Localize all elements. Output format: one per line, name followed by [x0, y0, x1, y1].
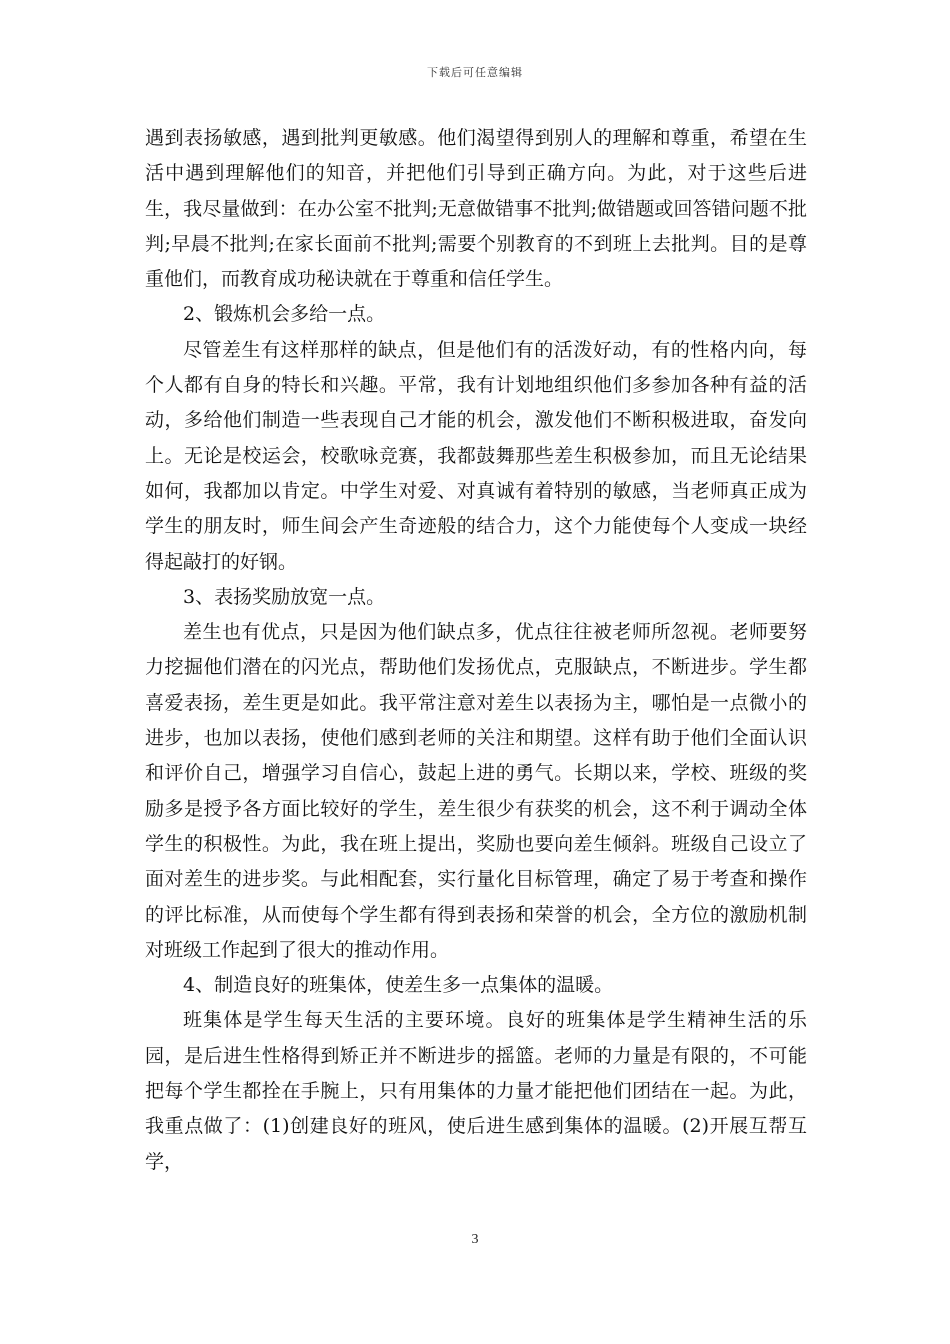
section-heading: 4、制造良好的班集体，使差生多一点集体的温暖。 — [183, 974, 614, 997]
paragraph: 差生也有优点，只是因为他们缺点多，优点往往被老师所忽视。老师要努力挖掘他们潜在的闪光点，帮助他们发扬优点，克服缺点，不断进步。学生都喜爱表扬，差生更是如此。我平常注意对差生以表扬为主，哪怕是一点微小的进步，也加以表扬，使他们感到老师的关注和期望。这样有助于他们全面认识和评价自己，增强学习自信心，鼓起上进的勇气。长期以来，学校、班级的奖励多是授予各方面比较好的学生，差生很少有获奖的机会，这不利于调动全体学生的积极性。为此，我在班上提出，奖励也要向差生倾斜。班级自己设立了面对差生的进步奖。与此相配套，实行量化目标管理，确定了易于考查和操作的评比标准，从而使每个学生都有得到表扬和荣誉的机会，全方位的激励机制对班级工作起到了很大的推动作用。 — [145, 621, 807, 961]
page-number: 3 — [471, 1232, 479, 1247]
document-body — [145, 121, 807, 1180]
paragraph: 遇到表扬敏感，遇到批判更敏感。他们渴望得到别人的理解和尊重，希望在生活中遇到理解他们的知音，并把他们引导到正确方向。为此，对于这些后进生，我尽量做到：在办公室不批判;无意做错事不批判;做错题或回答错问题不批判;早晨不批判;在家长面前不批判;需要个别教育的不到班上去批判。目的是尊重他们，而教育成功秘诀就在于尊重和信任学生。 — [145, 127, 807, 291]
paragraph: 尽管差生有这样那样的缺点，但是他们有的活泼好动，有的性格内向，每个人都有自身的特长和兴趣。平常，我有计划地组织他们多参加各种有益的活动，多给他们制造一些表现自己才能的机会，激发他们不断积极进取，奋发向上。无论是校运会，校歌咏竞赛，我都鼓舞那些差生积极参加，而且无论结果如何，我都加以肯定。中学生对爱、对真诚有着特别的敏感，当老师真正成为学生的朋友时，师生间会产生奇迹般的结合力，这个力能使每个人变成一块经得起敲打的好钢。 — [145, 338, 807, 573]
paragraph: 班集体是学生每天生活的主要环境。良好的班集体是学生精神生活的乐园，是后进生性格得到矫正并不断进步的摇篮。老师的力量是有限的，不可能把每个学生都拴在手腕上，只有用集体的力量才能把他们团结在一起。为此，我重点做了：(1)创建良好的班风，使后进生感到集体的温暖。(2)开展互帮互学， — [145, 1009, 807, 1173]
section-heading: 3、表扬奖励放宽一点。 — [183, 585, 386, 608]
section-heading: 2、锻炼机会多给一点。 — [183, 303, 386, 326]
page-header-note: 下载后可任意编辑 — [427, 66, 523, 79]
